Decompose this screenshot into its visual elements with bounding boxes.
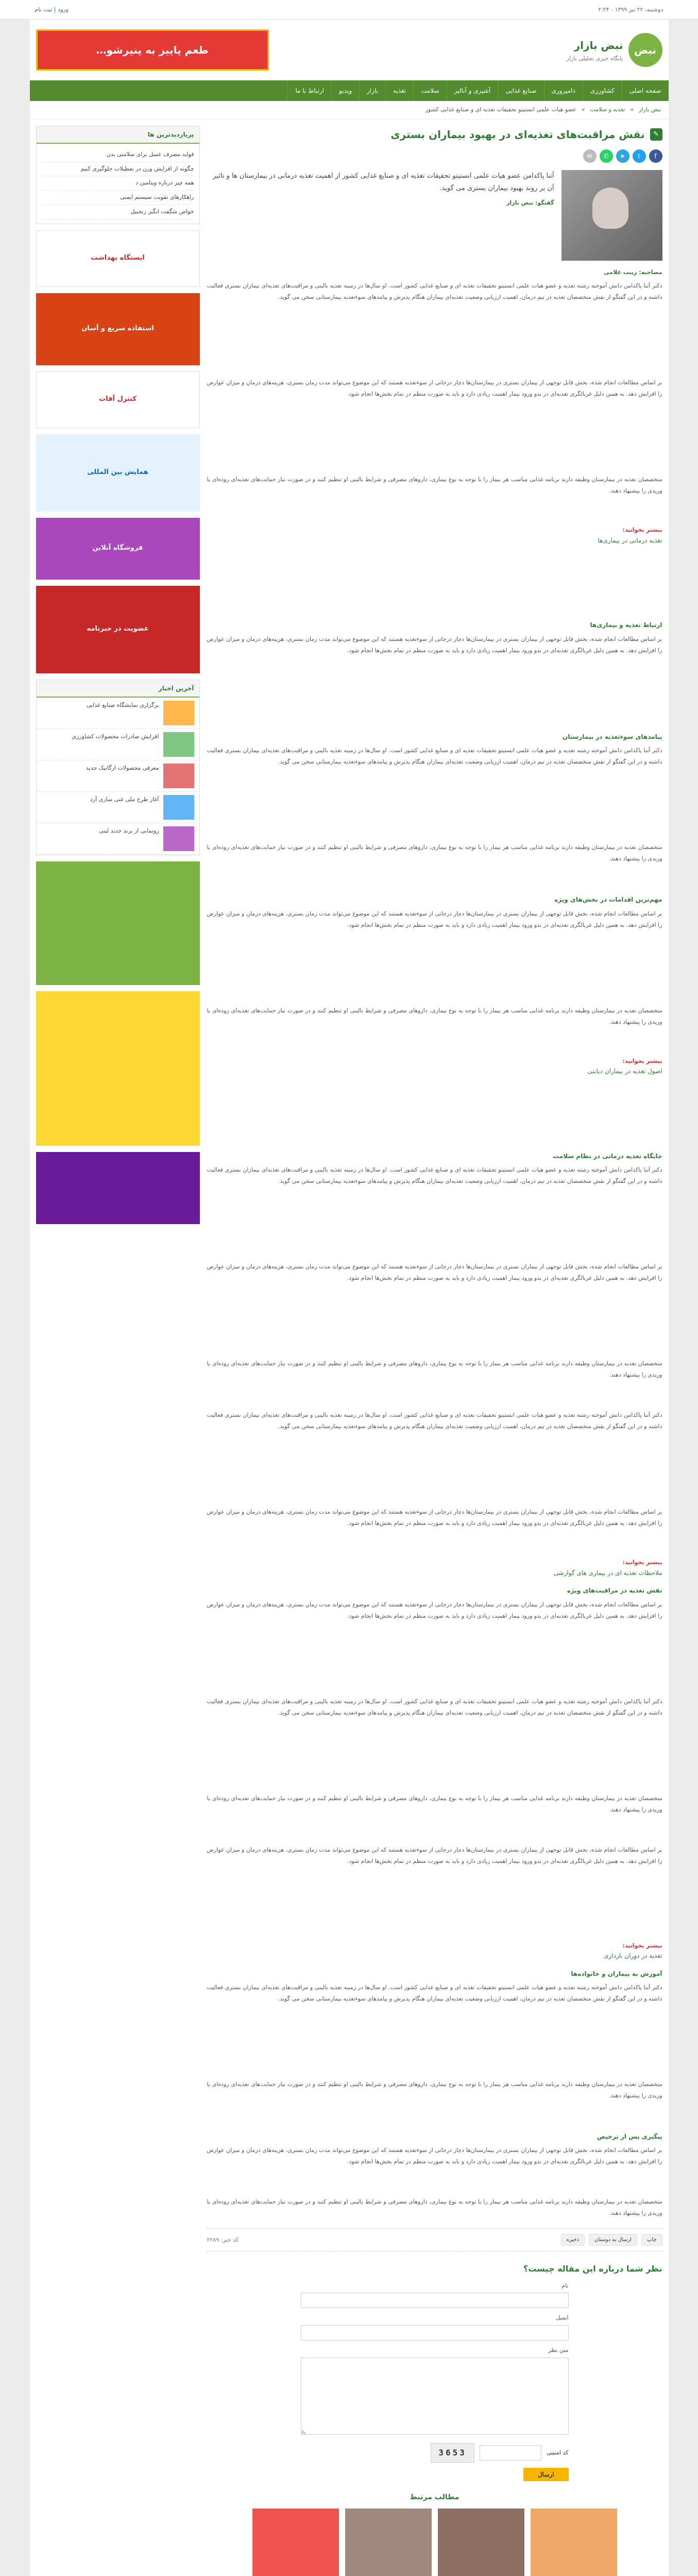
article-paragraph: متخصصان تغذیه در بیمارستان وظیفه دارند برنامه غذایی مناسب هر بیمار را با توجه به نوع بیماری، داروهای مصرفی و شرایط بالینی او تنظیم کنند و در صورت نیاز حمایت‌های تغذیه‌ای روده‌ای یا وریدی را پیشنهاد دهند.	[207, 1794, 662, 1813]
twitter-icon[interactable]: t	[633, 149, 646, 163]
name-input[interactable]	[301, 2293, 569, 2308]
site-header	[30, 20, 669, 80]
section-heading: آموزش به بیماران و خانواده‌ها	[571, 1970, 662, 1977]
login-link[interactable]: ورود | ثبت نام	[35, 6, 69, 13]
article-paragraph: دکتر آتنا پاکدامن دانش آموخته رشته تغذیه و عضو هیات علمی انستیتو تحقیقات تغذیه ای و صنایع غذایی کشور است. او سال‌ها در زمینه تغذیه بالینی و مراقبت‌های تغذیه‌ای بیماران بستری فعالیت داشته و در این گفتگو از نقش متخصصان تغذیه در تیم درمان، اهمیت ارزیابی وضعیت تغذیه‌ای بیماران هنگام پذیرش و پیامدهای سوءتغذیه بیمارستانی سخن می گوید.	[207, 747, 662, 766]
news-code: کد خبر: ۲۲۸۹	[207, 2236, 239, 2243]
read-more-label: بیشتر بخوانید:	[622, 1559, 662, 1566]
related-list	[207, 2509, 662, 2576]
article-paragraph: متخصصان تغذیه در بیمارستان وظیفه دارند برنامه غذایی مناسب هر بیمار را با توجه به نوع بیماری، داروهای مصرفی و شرایط بالینی او تنظیم کنند و در صورت نیاز حمایت‌های تغذیه‌ای روده‌ای یا وریدی را پیشنهاد دهند.	[207, 476, 662, 495]
section-heading: پیگیری پس از ترخیص	[597, 2133, 662, 2141]
list-item[interactable]: همه چیز درباره ویتامین د	[42, 176, 194, 191]
byline: مصاحبه: زینب غلامی	[604, 268, 662, 276]
save-button[interactable]: ذخیره	[561, 2234, 585, 2246]
sidebar-ad-purple[interactable]	[36, 1152, 200, 1224]
article-paragraph: دکتر آتنا پاکدامن دانش آموخته رشته تغذیه و عضو هیات علمی انستیتو تحقیقات تغذیه ای و صنایع غذایی کشور است. او سال‌ها در زمینه تغذیه بالینی و مراقبت‌های تغذیه‌ای بیماران بستری فعالیت داشته و در این گفتگو از نقش متخصصان تغذیه در تیم درمان، اهمیت ارزیابی وضعیت تغذیه‌ای بیماران هنگام پذیرش و پیامدهای سوءتغذیه بیمارستانی سخن می گوید.	[207, 1698, 662, 1716]
captcha-input[interactable]	[480, 2445, 541, 2461]
article-paragraph: دکتر آتنا پاکدامن دانش آموخته رشته تغذیه و عضو هیات علمی انستیتو تحقیقات تغذیه ای و صنایع غذایی کشور است. او سال‌ها در زمینه تغذیه بالینی و مراقبت‌های تغذیه‌ای بیماران بستری فعالیت داشته و در این گفتگو از نقش متخصصان تغذیه در تیم درمان، اهمیت ارزیابی وضعیت تغذیه‌ای بیماران هنگام پذیرش و پیامدهای سوءتغذیه بیمارستانی سخن می گوید.	[207, 1166, 662, 1185]
nav-item[interactable]: بازار	[359, 80, 385, 101]
nav-item[interactable]: صنایع غذایی	[498, 80, 543, 101]
article-title: نقش مراقبت‌های تغذیه‌ای در بهبود بیماران بستری	[390, 128, 645, 141]
lead-text: آتنا پاکدامن عضو هیات علمی انستیتو تحقیقات تغذیه ای و صنایع غذایی کشور از اهمیت تغذیه درمانی در بیمارستان ها و تاثیر آن بر روند بهبود بیماران بستری می گوید.	[213, 172, 554, 193]
sidebar-ad[interactable]: ایستگاه بهداشت	[36, 230, 200, 287]
list-item[interactable]: خواص شگفت انگیز زنجبیل	[42, 205, 194, 219]
current-date: دوشنبه، ۲۲ تیر ۱۳۹۹ - ۲:۲۴	[598, 6, 663, 13]
list-item[interactable]: چگونه از افزایش وزن در تعطیلات جلوگیری کنیم	[42, 162, 194, 177]
article-intro: گفتگو: نبض بازار	[506, 199, 554, 207]
whatsapp-icon[interactable]: ✆	[600, 149, 613, 163]
related-title: مطالب مرتبط	[410, 2493, 459, 2501]
article-photo	[561, 170, 662, 261]
article-paragraph: دکتر آتنا پاکدامن دانش آموخته رشته تغذیه و عضو هیات علمی انستیتو تحقیقات تغذیه ای و صنایع غذایی کشور است. او سال‌ها در زمینه تغذیه بالینی و مراقبت‌های تغذیه‌ای بیماران بستری فعالیت داشته و در این گفتگو از نقش متخصصان تغذیه در تیم درمان، اهمیت ارزیابی وضعیت تغذیه‌ای بیماران هنگام پذیرش و پیامدهای سوءتغذیه بیمارستانی سخن می گوید.	[207, 1412, 662, 1430]
main-nav	[30, 80, 669, 101]
article-tools	[207, 2228, 662, 2251]
sidebar-ad[interactable]: کنترل آفات	[36, 371, 200, 428]
article-main	[207, 126, 662, 2576]
read-more-label: بیشتر بخوانید:	[622, 1942, 662, 1949]
article-paragraph: متخصصان تغذیه در بیمارستان وظیفه دارند برنامه غذایی مناسب هر بیمار را با توجه به نوع بیماری، داروهای مصرفی و شرایط بالینی او تنظیم کنند و در صورت نیاز حمایت‌های تغذیه‌ای روده‌ای یا وریدی را پیشنهاد دهند.	[207, 844, 662, 862]
related-card[interactable]	[438, 2509, 524, 2576]
section-heading: نقش تغذیه در مراقبت‌های ویژه	[567, 1587, 662, 1595]
section-heading: مهم‌ترین اقدامات در بخش‌های ویژه	[554, 896, 662, 904]
print-button[interactable]: چاپ	[641, 2234, 662, 2246]
breadcrumb: نبض بازار » تغذیه و سلامت » عضو هیات علمی انستیتو تحقیقات تغذیه ای و صنایع غذایی کشور	[30, 101, 669, 120]
name-label: نام	[561, 2282, 569, 2289]
share-bar	[207, 149, 662, 163]
list-item[interactable]: فواید مصرف عسل برای سلامتی بدن	[42, 148, 194, 162]
related-card[interactable]	[252, 2509, 339, 2576]
read-more-label: بیشتر بخوانید:	[622, 1057, 662, 1064]
latest-news-box	[36, 680, 200, 855]
article-paragraph: بر اساس مطالعات انجام شده، بخش قابل توجهی از بیماران بستری در بیمارستان‌ها دچار درجاتی از سوءتغذیه هستند که این موضوع می‌تواند مدت زمان بستری، هزینه‌های درمان و میزان عوارض را افزایش دهد. به همین دلیل غربالگری تغذیه‌ای در بدو ورود بیمار اهمیت زیادی دارد و باید به صورت منظم در تمام بخش‌ها انجام شود.	[207, 1509, 662, 1527]
nav-item[interactable]: دامپروری	[544, 80, 583, 101]
facebook-icon[interactable]: f	[649, 149, 662, 163]
comments-title: نظر شما درباره این مقاله چیست؟	[523, 2264, 662, 2274]
site-tagline: پایگاه خبری تحلیلی بازار	[566, 55, 623, 62]
nav-item[interactable]: تغذیه	[385, 80, 413, 101]
site-logo[interactable]	[567, 33, 662, 67]
article-paragraph: متخصصان تغذیه در بیمارستان وظیفه دارند برنامه غذایی مناسب هر بیمار را با توجه به نوع بیماری، داروهای مصرفی و شرایط بالینی او تنظیم کنند و در صورت نیاز حمایت‌های تغذیه‌ای روده‌ای یا وریدی را پیشنهاد دهند.	[207, 2198, 662, 2217]
top-bar	[0, 0, 698, 20]
email-label: ایمیل	[556, 2314, 569, 2321]
email-input[interactable]	[301, 2325, 569, 2341]
news-item[interactable]: آغاز طرح ملی غنی سازی آرد	[37, 792, 199, 823]
nav-item[interactable]: سلامت	[413, 80, 446, 101]
article-paragraph: بر اساس مطالعات انجام شده، بخش قابل توجهی از بیماران بستری در بیمارستان‌ها دچار درجاتی از سوءتغذیه هستند که این موضوع می‌تواند مدت زمان بستری، هزینه‌های درمان و میزان عوارض را افزایش دهد. به همین دلیل غربالگری تغذیه‌ای در بدو ورود بیمار اهمیت زیادی دارد و باید به صورت منظم در تمام بخش‌ها انجام شود.	[207, 2147, 662, 2165]
article-paragraph: بر اساس مطالعات انجام شده، بخش قابل توجهی از بیماران بستری در بیمارستان‌ها دچار درجاتی از سوءتغذیه هستند که این موضوع می‌تواند مدت زمان بستری، هزینه‌های درمان و میزان عوارض را افزایش دهد. به همین دلیل غربالگری تغذیه‌ای در بدو ورود بیمار اهمیت زیادی دارد و باید به صورت منظم در تمام بخش‌ها انجام شود.	[207, 1263, 662, 1282]
article-paragraph: متخصصان تغذیه در بیمارستان وظیفه دارند برنامه غذایی مناسب هر بیمار را با توجه به نوع بیماری، داروهای مصرفی و شرایط بالینی او تنظیم کنند و در صورت نیاز حمایت‌های تغذیه‌ای روده‌ای یا وریدی را پیشنهاد دهند.	[207, 2081, 662, 2099]
nav-item[interactable]: صفحه اصلی	[622, 80, 669, 101]
comment-textarea[interactable]	[301, 2358, 569, 2435]
sidebar-ad-yellow[interactable]	[36, 991, 200, 1146]
send-to-friend-button[interactable]: ارسال به دوستان	[589, 2234, 637, 2246]
news-item[interactable]: معرفی محصولات ارگانیک جدید	[37, 760, 199, 792]
related-card[interactable]	[531, 2509, 617, 2576]
article-paragraph: بر اساس مطالعات انجام شده، بخش قابل توجهی از بیماران بستری در بیمارستان‌ها دچار درجاتی از سوءتغذیه هستند که این موضوع می‌تواند مدت زمان بستری، هزینه‌های درمان و میزان عوارض را افزایش دهد. به همین دلیل غربالگری تغذیه‌ای در بدو ورود بیمار اهمیت زیادی دارد و باید به صورت منظم در تمام بخش‌ها انجام شود.	[207, 910, 662, 928]
page	[30, 20, 669, 2576]
captcha-label: کد امنیتی	[546, 2449, 569, 2456]
section-heading: ارتباط تغذیه و بیماری‌ها	[590, 621, 662, 629]
article-paragraph: دکتر آتنا پاکدامن دانش آموخته رشته تغذیه و عضو هیات علمی انستیتو تحقیقات تغذیه ای و صنایع غذایی کشور است. او سال‌ها در زمینه تغذیه بالینی و مراقبت‌های تغذیه‌ای بیماران بستری فعالیت داشته و در این گفتگو از نقش متخصصان تغذیه در تیم درمان، اهمیت ارزیابی وضعیت تغذیه‌ای بیماران هنگام پذیرش و پیامدهای سوءتغذیه بیمارستانی سخن می گوید.	[207, 282, 662, 301]
read-more-link[interactable]: تغذیه درمانی در بیماری‌ها	[598, 537, 662, 545]
section-heading: پیامدهای سوءتغذیه در بیمارستان	[563, 733, 662, 740]
news-item[interactable]: برگزاری نمایشگاه صنایع غذایی	[37, 698, 199, 729]
sidebar-ad[interactable]: همایش بین المللی	[36, 434, 200, 512]
nav-item[interactable]: ارتباط با ما	[287, 80, 331, 101]
read-more-link[interactable]: ملاحظات تغذیه ای در بیماری های گوارشی	[553, 1569, 662, 1577]
article-paragraph: دکتر آتنا پاکدامن دانش آموخته رشته تغذیه و عضو هیات علمی انستیتو تحقیقات تغذیه ای و صنایع غذایی کشور است. او سال‌ها در زمینه تغذیه بالینی و مراقبت‌های تغذیه‌ای بیماران بستری فعالیت داشته و در این گفتگو از نقش متخصصان تغذیه در تیم درمان، اهمیت ارزیابی وضعیت تغذیه‌ای بیماران هنگام پذیرش و پیامدهای سوءتغذیه بیمارستانی سخن می گوید.	[207, 1984, 662, 2003]
news-item[interactable]: افزایش صادرات محصولات کشاورزی	[37, 729, 199, 760]
breadcrumb-item[interactable]: تغذیه و سلامت	[590, 106, 625, 113]
captcha-image: 3653	[431, 2443, 474, 2462]
site-name: نبض بازار	[574, 39, 623, 52]
article-paragraph: بر اساس مطالعات انجام شده، بخش قابل توجهی از بیماران بستری در بیمارستان‌ها دچار درجاتی از سوءتغذیه هستند که این موضوع می‌تواند مدت زمان بستری، هزینه‌های درمان و میزان عوارض را افزایش دهد. به همین دلیل غربالگری تغذیه‌ای در بدو ورود بیمار اهمیت زیادی دارد و باید به صورت منظم در تمام بخش‌ها انجام شود.	[207, 1846, 662, 1865]
read-more-label: بیشتر بخوانید:	[622, 527, 662, 534]
news-item[interactable]: رونمایی از برند جدید لبنی	[37, 823, 199, 855]
sidebar	[36, 126, 200, 2576]
latest-news-title: آخرین اخبار	[37, 680, 199, 698]
list-item[interactable]: راهکارهای تقویت سیستم ایمنی	[42, 191, 194, 205]
telegram-icon[interactable]: ➤	[616, 149, 629, 163]
most-viewed-box	[36, 126, 200, 224]
sidebar-ad-green[interactable]	[36, 861, 200, 985]
sidebar-ad[interactable]: عضویت در خبرنامه	[36, 586, 200, 673]
sidebar-ad[interactable]: استفاده سریع و آسان	[36, 293, 200, 365]
section-heading: جایگاه تغذیه درمانی در نظام سلامت	[553, 1152, 662, 1160]
article-lead	[207, 170, 662, 261]
related-card[interactable]	[345, 2509, 432, 2576]
breadcrumb-current: عضو هیات علمی انستیتو تحقیقات تغذیه ای و صنایع غذایی کشور	[425, 106, 576, 113]
read-more-link[interactable]: اصول تغذیه در بیماران دیابتی	[587, 1067, 662, 1075]
nav-item[interactable]: ویدیو	[331, 80, 359, 101]
article-paragraph: متخصصان تغذیه در بیمارستان وظیفه دارند برنامه غذایی مناسب هر بیمار را با توجه به نوع بیماری، داروهای مصرفی و شرایط بالینی او تنظیم کنند و در صورت نیاز حمایت‌های تغذیه‌ای روده‌ای یا وریدی را پیشنهاد دهند.	[207, 1360, 662, 1379]
nav-item[interactable]: کشاورزی	[583, 80, 622, 101]
article-paragraph: بر اساس مطالعات انجام شده، بخش قابل توجهی از بیماران بستری در بیمارستان‌ها دچار درجاتی از سوءتغذیه هستند که این موضوع می‌تواند مدت زمان بستری، هزینه‌های درمان و میزان عوارض را افزایش دهد. به همین دلیل غربالگری تغذیه‌ای در بدو ورود بیمار اهمیت زیادی دارد و باید به صورت منظم در تمام بخش‌ها انجام شود.	[207, 1601, 662, 1619]
article-icon: ✎	[650, 128, 662, 141]
comment-form	[301, 2281, 569, 2481]
nav-item[interactable]: آشپزی و آنالیز	[447, 80, 498, 101]
article-paragraph: متخصصان تغذیه در بیمارستان وظیفه دارند برنامه غذایی مناسب هر بیمار را با توجه به نوع بیماری، داروهای مصرفی و شرایط بالینی او تنظیم کنند و در صورت نیاز حمایت‌های تغذیه‌ای روده‌ای یا وریدی را پیشنهاد دهند.	[207, 1007, 662, 1025]
logo-mark: نبض	[628, 33, 662, 67]
breadcrumb-item[interactable]: نبض بازار	[639, 106, 661, 113]
article-paragraph: بر اساس مطالعات انجام شده، بخش قابل توجهی از بیماران بستری در بیمارستان‌ها دچار درجاتی از سوءتغذیه هستند که این موضوع می‌تواند مدت زمان بستری، هزینه‌های درمان و میزان عوارض را افزایش دهد. به همین دلیل غربالگری تغذیه‌ای در بدو ورود بیمار اهمیت زیادی دارد و باید به صورت منظم در تمام بخش‌ها انجام شود.	[207, 635, 662, 654]
article-paragraph: بر اساس مطالعات انجام شده، بخش قابل توجهی از بیماران بستری در بیمارستان‌ها دچار درجاتی از سوءتغذیه هستند که این موضوع می‌تواند مدت زمان بستری، هزینه‌های درمان و میزان عوارض را افزایش دهد. به همین دلیل غربالگری تغذیه‌ای در بدو ورود بیمار اهمیت زیادی دارد و باید به صورت منظم در تمام بخش‌ها انجام شود.	[207, 379, 662, 398]
sidebar-ad[interactable]: فروشگاه آنلاین	[36, 518, 200, 580]
email-icon[interactable]: ✉	[583, 149, 597, 163]
submit-comment-button[interactable]: ارسال	[523, 2468, 569, 2481]
comment-body-label: متن نظر	[548, 2346, 569, 2353]
top-banner-ad[interactable]: طعم پاییز به پنیرشو…	[36, 29, 269, 71]
most-viewed-title: پربازدیدترین ها	[37, 126, 199, 144]
read-more-link[interactable]: تغذیه در دوران بارداری	[603, 1952, 662, 1960]
